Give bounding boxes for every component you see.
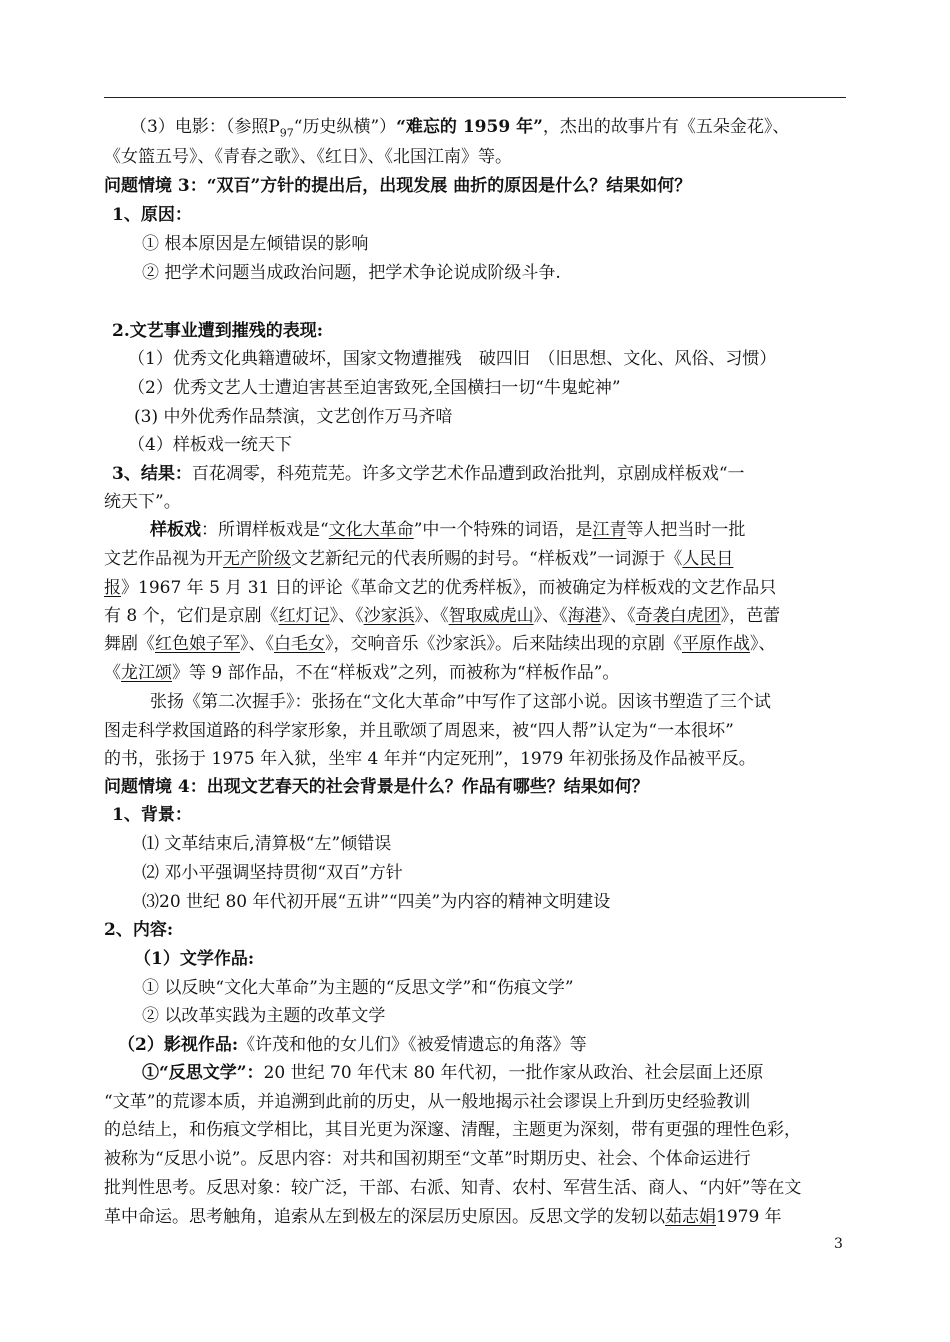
model-opera-text: 等人把当时一批 — [626, 520, 746, 540]
link-jiang-qing[interactable]: 江青 — [592, 520, 627, 540]
reflective-lit-line-6 — [104, 1204, 782, 1230]
film-text-bold: “难忘的 1959 年” — [396, 117, 543, 137]
background-3: ⑶20 世纪 80 年代初开展“五讲”“四美”为内容的精神文明建设 — [142, 892, 611, 912]
link-song-of-longjiang[interactable]: 龙江颂 — [121, 663, 172, 683]
model-opera-text: 》、《 — [414, 606, 449, 626]
reflective-lit-line-4: 被称为“反思小说”。反思内容：对共和国初期至“文革”时期历史、社会、个体命运进行 — [104, 1149, 751, 1169]
link-white-tiger-regiment[interactable]: 奇袭白虎团 — [635, 606, 721, 626]
link-red-lantern[interactable]: 红灯记 — [278, 606, 330, 626]
model-opera-line-3 — [104, 575, 776, 601]
film-text-d: ，杰出的故事片有《五朵金花》、 — [542, 117, 790, 137]
result-line-2: 统天下”。 — [104, 492, 181, 512]
model-opera-text: 》、 — [750, 634, 776, 654]
link-tiger-mountain[interactable]: 智取威虎山 — [448, 606, 534, 626]
model-opera-term: 样板戏 — [150, 520, 201, 540]
background-heading: 1、背景： — [112, 805, 192, 825]
link-white-haired-girl[interactable]: 白毛女 — [274, 634, 325, 654]
link-shajiabang[interactable]: 沙家浜 — [363, 606, 415, 626]
result-heading: 3、结果： — [112, 464, 192, 484]
reflective-lit-line-5: 批判性思考。反思对象：较广泛，干部、右派、知青、农村、军营生活、商人、“内奸”等在文 — [104, 1178, 802, 1198]
model-opera-line-1 — [150, 517, 745, 543]
suppression-3: (3) 中外优秀作品禁演，文艺创作万马齐喑 — [134, 407, 453, 427]
suppression-2: （2）优秀文艺人士遭迫害甚至迫害致死,全国横扫一切“牛鬼蛇神” — [128, 378, 621, 398]
model-opera-text: 文艺作品视为开 — [104, 549, 223, 569]
page-number: 3 — [834, 1236, 843, 1252]
page-ref-subscript: 97 — [279, 126, 294, 140]
suppression-4: （4）样板戏一统天下 — [128, 435, 292, 455]
model-opera-text: ”中一个特殊的词语，是 — [413, 520, 593, 540]
zhangyang-line-1: 张扬《第二次握手》：张扬在“文化大革命”中写作了这部小说。因该书塑造了三个试 — [150, 692, 771, 712]
reflective-lit-text: 20 世纪 70 年代末 80 年代初，一批作家从政治、社会层面上还原 — [263, 1063, 764, 1083]
literature-1: ① 以反映“文化大革命”为主题的“反思文学”和“伤痕文学” — [142, 978, 574, 998]
link-proletariat[interactable]: 无产阶级 — [223, 549, 291, 569]
film-text-b: “历史纵横”） — [293, 117, 397, 137]
reflective-lit-line-1 — [142, 1060, 763, 1086]
suppression-heading: 2.文艺事业遭到摧残的表现: — [112, 321, 324, 341]
film-text-a: （3）电影：（参照P — [130, 117, 280, 137]
link-ru-zhijuan[interactable]: 茹志娟 — [665, 1207, 716, 1227]
reflective-lit-term: ①“反思文学”： — [142, 1063, 264, 1083]
model-opera-line-6 — [104, 660, 619, 686]
film-works-text: 《许茂和他的女儿们》《被爱情遗忘的角落》等 — [238, 1035, 587, 1055]
reflective-lit-text: 革中命运。思考触角，追索从左到极左的深层历史原因。反思文学的发轫以 — [104, 1207, 665, 1227]
model-opera-text: 》、《 — [240, 634, 274, 654]
reflective-lit-text: 1979 年 — [716, 1207, 782, 1227]
model-opera-text: 舞剧《 — [104, 634, 155, 654]
film-works-line — [118, 1032, 587, 1058]
link-peoples-daily[interactable]: 人民日 — [682, 549, 734, 569]
reflective-lit-line-3: 的总结上，和伤痕文学相比，其目光更为深邃、清醒，主题更为深刻，带有更强的理性色彩， — [104, 1120, 801, 1140]
literature-2: ② 以改革实践为主题的改革文学 — [142, 1006, 386, 1026]
model-opera-text: 》、《 — [533, 606, 568, 626]
film-line-2: 《女篮五号》、《青春之歌》、《红日》、《北国江南》等。 — [104, 147, 512, 167]
result-text: 百花凋零，科苑荒芜。许多文学艺术作品遭到政治批判，京剧成样板戏“一 — [191, 464, 745, 484]
link-fighting-on-plains[interactable]: 平原作战 — [682, 634, 750, 654]
model-opera-line-4 — [104, 603, 780, 629]
content-heading: 2、内容: — [104, 920, 174, 940]
model-opera-text: 》，交响音乐《沙家浜》。后来陆续出现的京剧《 — [325, 634, 682, 654]
model-opera-text: 》，芭蕾 — [720, 606, 781, 626]
model-opera-text: 》1967 年 5 月 31 日的评论《革命文艺的优秀样板》，而被确定为样板戏的文艺作品只 — [121, 578, 777, 598]
model-opera-text: 》、《 — [329, 606, 364, 626]
link-on-the-docks[interactable]: 海港 — [567, 606, 602, 626]
question-4-heading: 问题情境 4：出现文艺春天的社会背景是什么？作品有哪些？结果如何？ — [104, 777, 649, 797]
model-opera-text: 》等 9 部作品，不在“样板戏”之列，而被称为“样板作品”。 — [172, 663, 620, 683]
film-line-1 — [130, 114, 789, 146]
model-opera-text: 有 8 个，它们是京剧《 — [104, 606, 279, 626]
header-rule — [104, 97, 846, 98]
model-opera-text: 文艺新纪元的代表所赐的封号。“样板戏”一词源于《 — [291, 549, 683, 569]
model-opera-text: ：所谓样板戏是“ — [201, 520, 329, 540]
reflective-lit-line-2: “文革”的荒谬本质，并追溯到此前的历史，从一般地揭示社会谬误上升到历史经验教训 — [104, 1092, 751, 1112]
link-peoples-daily-cont[interactable]: 报 — [104, 578, 121, 598]
zhangyang-line-3: 的书，张扬于 1975 年入狱，坐牢 4 年并“内定死刑”，1979 年初张扬及作品被平反。 — [104, 749, 756, 769]
literature-heading: （1）文学作品: — [134, 949, 255, 969]
film-works-heading: （2）影视作品: — [118, 1035, 239, 1055]
model-opera-text: 》、《 — [601, 606, 636, 626]
zhangyang-line-2: 图走科学救国道路的科学家形象，并且歌颂了周恩来，被“四人帮”认定为“一本很坏” — [104, 721, 734, 741]
result-line-1 — [112, 461, 745, 487]
background-1: ⑴ 文革结束后,清算极“左”倾错误 — [142, 834, 392, 854]
reasons-heading: 1、原因： — [112, 205, 192, 225]
suppression-1: （1）优秀文化典籍遭破坏，国家文物遭摧残 破四旧 （旧思想、文化、风俗、习惯） — [128, 349, 777, 369]
reason-2: ② 把学术问题当成政治问题，把学术争论说成阶级斗争. — [142, 263, 561, 283]
link-red-detachment[interactable]: 红色娘子军 — [155, 634, 240, 654]
background-2: ⑵ 邓小平强调坚持贯彻“双百”方针 — [142, 863, 403, 883]
reason-1: ① 根本原因是左倾错误的影响 — [142, 234, 369, 254]
question-3-heading: 问题情境 3：“双百”方针的提出后，出现发展 曲折的原因是什么？结果如何？ — [104, 176, 692, 196]
model-opera-text: 《 — [104, 663, 121, 683]
model-opera-line-2 — [104, 546, 733, 572]
model-opera-line-5 — [104, 631, 776, 657]
link-cultural-revolution[interactable]: 文化大革命 — [328, 520, 414, 540]
